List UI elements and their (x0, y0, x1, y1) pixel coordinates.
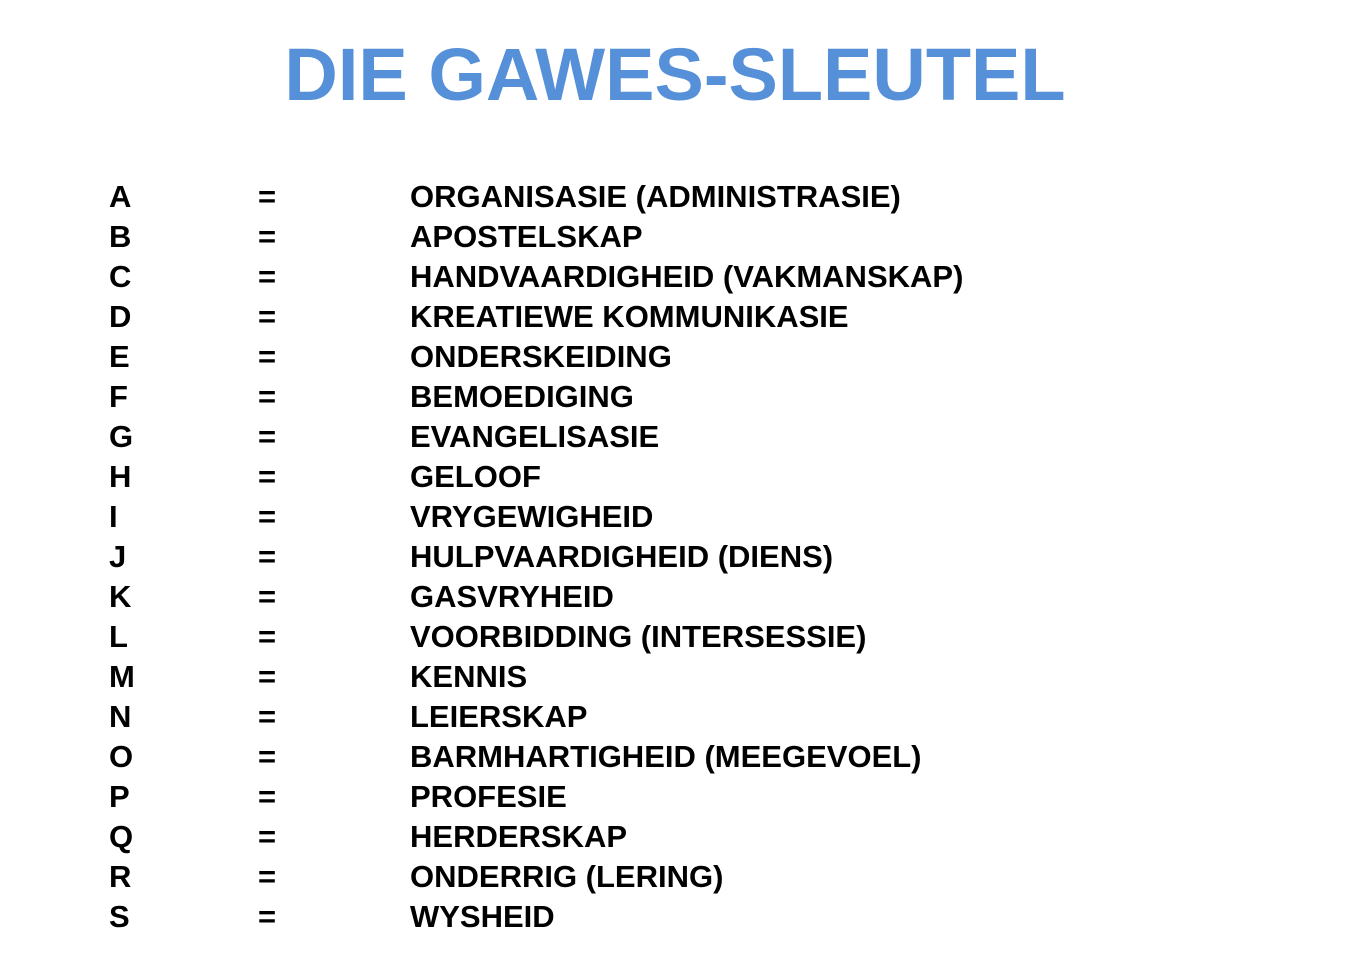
key-row (0, 417, 1350, 457)
gift-name: VRYGEWIGHEID (410, 499, 654, 534)
key-row (0, 297, 1350, 337)
key-letter: N (109, 699, 132, 734)
key-letter: C (109, 259, 132, 294)
key-row (0, 377, 1350, 417)
gift-name: PROFESIE (410, 779, 567, 814)
key-letter: O (109, 739, 134, 774)
equals-sign: = (258, 299, 277, 334)
key-row (0, 577, 1350, 617)
key-row (0, 497, 1350, 537)
key-row (0, 737, 1350, 777)
key-letter: E (109, 339, 130, 374)
gift-name: BARMHARTIGHEID (MEEGEVOEL) (410, 739, 922, 774)
gift-name: ORGANISASIE (ADMINISTRASIE) (410, 179, 901, 214)
key-row (0, 537, 1350, 577)
gift-name: GASVRYHEID (410, 579, 614, 614)
key-letter: I (109, 499, 118, 534)
equals-sign: = (258, 779, 277, 814)
equals-sign: = (258, 259, 277, 294)
key-row (0, 457, 1350, 497)
gift-name: LEIERSKAP (410, 699, 588, 734)
key-row (0, 817, 1350, 857)
key-row (0, 857, 1350, 897)
key-row (0, 217, 1350, 257)
equals-sign: = (258, 379, 277, 414)
equals-sign: = (258, 539, 277, 574)
equals-sign: = (258, 899, 277, 934)
equals-sign: = (258, 499, 277, 534)
key-row (0, 177, 1350, 217)
equals-sign: = (258, 179, 277, 214)
gift-name: WYSHEID (410, 899, 555, 934)
equals-sign: = (258, 419, 277, 454)
gift-name: KREATIEWE KOMMUNIKASIE (410, 299, 849, 334)
key-letter: A (109, 179, 132, 214)
equals-sign: = (258, 219, 277, 254)
key-row (0, 257, 1350, 297)
key-row (0, 897, 1350, 937)
key-row (0, 617, 1350, 657)
gift-name: EVANGELISASIE (410, 419, 660, 454)
key-letter: B (109, 219, 132, 254)
key-letter: F (109, 379, 128, 414)
gift-name: KENNIS (410, 659, 528, 694)
gift-name: VOORBIDDING (INTERSESSIE) (410, 619, 867, 654)
key-row (0, 777, 1350, 817)
key-row (0, 337, 1350, 377)
key-letter: D (109, 299, 132, 334)
gift-name: HANDVAARDIGHEID (VAKMANSKAP) (410, 259, 964, 294)
equals-sign: = (258, 579, 277, 614)
gift-name: ONDERRIG (LERING) (410, 859, 724, 894)
key-letter: S (109, 899, 130, 934)
equals-sign: = (258, 339, 277, 374)
equals-sign: = (258, 699, 277, 734)
equals-sign: = (258, 459, 277, 494)
key-letter: G (109, 419, 134, 454)
gift-name: APOSTELSKAP (410, 219, 643, 254)
key-letter: K (109, 579, 132, 614)
key-letter: M (109, 659, 135, 694)
key-letter: H (109, 459, 132, 494)
gift-name: HERDERSKAP (410, 819, 628, 854)
key-letter: J (109, 539, 127, 574)
equals-sign: = (258, 819, 277, 854)
page-title: DIE GAWES-SLEUTEL (284, 33, 1066, 116)
gift-key-list (0, 177, 1350, 937)
equals-sign: = (258, 859, 277, 894)
key-letter: L (109, 619, 128, 654)
key-letter: Q (109, 819, 134, 854)
gift-name: GELOOF (410, 459, 541, 494)
gift-name: BEMOEDIGING (410, 379, 634, 414)
gift-name: ONDERSKEIDING (410, 339, 672, 374)
gift-name: HULPVAARDIGHEID (DIENS) (410, 539, 834, 574)
equals-sign: = (258, 739, 277, 774)
key-row (0, 697, 1350, 737)
key-letter: R (109, 859, 132, 894)
key-letter: P (109, 779, 130, 814)
key-row (0, 657, 1350, 697)
equals-sign: = (258, 659, 277, 694)
equals-sign: = (258, 619, 277, 654)
